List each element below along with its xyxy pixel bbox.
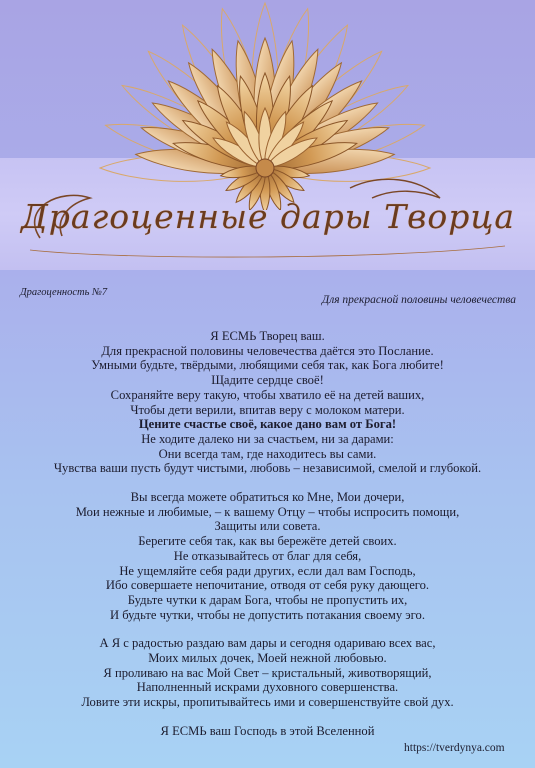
text-line: Наполненный искрами духовного совершенства. (136, 680, 399, 695)
text-line: Моих милых дочек, Моей нежной любовью. (148, 651, 387, 666)
text-line: Не ходите далеко ни за счастьем, ни за дарами: (141, 431, 394, 446)
stanza-gap (0, 710, 535, 724)
site-link[interactable]: https://tverdynya.com (404, 742, 505, 754)
text-line: Для прекрасной половины человечества даётся это Послание. (101, 343, 434, 358)
stanza-gap (0, 622, 535, 636)
text-line: Не ущемляйте себя ради других, если дал вам Господь, (119, 563, 416, 578)
page-title: Драгоценные дары Творца (20, 196, 516, 236)
text-line: И будьте чутки, чтобы не допустить потакания своему эго. (110, 607, 425, 622)
stanza-gap (0, 476, 535, 490)
text-line: Чтобы дети верили, впитав веру с молоком матери. (130, 402, 405, 417)
text-line: Вы всегда можете обратиться ко Мне, Мои дочери, (130, 490, 405, 505)
document-number: Драгоценность №7 (20, 287, 108, 298)
text-line: Мои нежные и любимые, – к вашему Отцу – чтобы испросить помощи, (75, 504, 460, 519)
text-line: Я проливаю на вас Мой Свет – кристальный, животворящий, (103, 665, 432, 680)
text-line: Чувства ваши пусть будут чистыми, любовь – независимой, смелой и глубокой. (53, 461, 482, 476)
text-line: Щадите сердце своё! (211, 373, 324, 388)
text-line: Цените счастье своё, какое дано вам от Бога! (138, 417, 397, 432)
document-subtitle: Для прекрасной половины человечества (321, 294, 516, 306)
message-text (0, 329, 535, 739)
stanza (0, 724, 535, 739)
text-line: Я ЕСМЬ Творец ваш. (210, 329, 325, 343)
stanza (0, 329, 535, 476)
text-line: Берегите себя так, как вы бережёте детей своих. (138, 534, 397, 549)
text-line: Ловите эти искры, пропитывайтесь ими и совершенствуйте свой дух. (81, 695, 454, 710)
text-line: Будьте чутки к дарам Бога, чтобы не пропустить их, (127, 592, 408, 607)
text-line: А Я с радостью раздаю вам дары и сегодня одариваю всех вас, (99, 636, 436, 651)
text-line: Не отказывайтесь от благ для себя, (173, 548, 362, 563)
text-line: Ибо совершаете непочитание, отводя от себя руку дающего. (105, 578, 430, 593)
text-line: Они всегда там, где находитесь вы сами. (158, 446, 377, 461)
text-line: Сохраняйте веру такую, чтобы хватило её на детей ваших, (110, 387, 425, 402)
stanza (0, 490, 535, 622)
stanza (0, 636, 535, 710)
text-line: Умными будьте, твёрдыми, любящими себя так, как Бога любите! (91, 358, 444, 373)
text-line: Защиты или совета. (214, 519, 321, 534)
text-line: Я ЕСМЬ ваш Господь в этой Вселенной (160, 723, 375, 738)
